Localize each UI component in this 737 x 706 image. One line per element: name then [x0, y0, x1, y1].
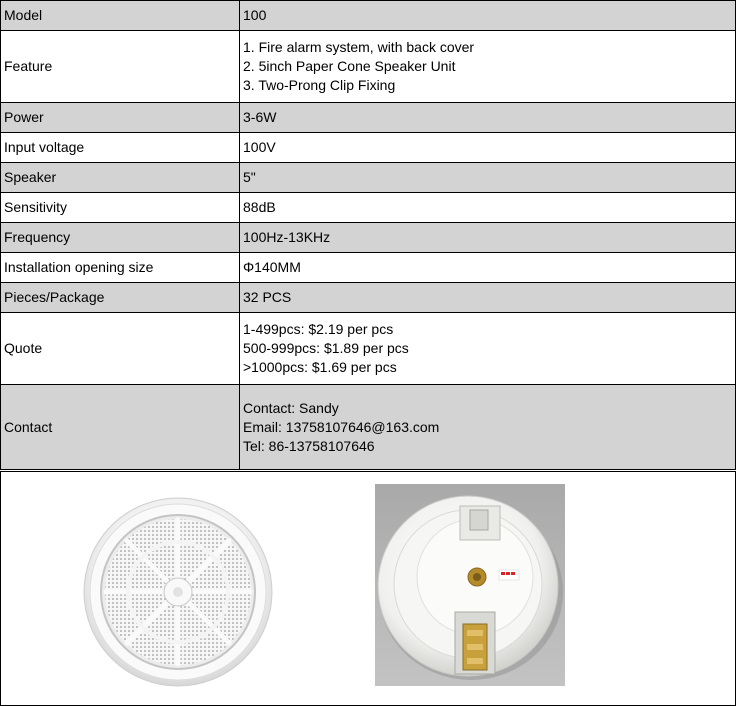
- row-label-model: Model: [1, 1, 240, 31]
- table-row: [1, 133, 736, 163]
- table-row: [1, 31, 736, 103]
- value-line: 32 PCS: [243, 289, 292, 305]
- row-label-quote: Quote: [1, 313, 240, 385]
- row-value-feature: [240, 31, 736, 103]
- row-label-frequency: Frequency: [1, 223, 240, 253]
- value-line: 88dB: [243, 199, 276, 215]
- row-value-model: [240, 1, 736, 31]
- row-value-sensitivity: [240, 193, 736, 223]
- value-line: Tel: 86-13758107646: [243, 437, 375, 454]
- row-label-power: Power: [1, 103, 240, 133]
- value-line: Email: 13758107646@163.com: [243, 418, 440, 435]
- row-label-speaker: Speaker: [1, 163, 240, 193]
- row-value-pieces-package: [240, 283, 736, 313]
- table-row: [1, 313, 736, 385]
- product-photos: [0, 471, 736, 706]
- speaker-back-photo: [375, 484, 565, 686]
- value-line: 100V: [243, 139, 276, 155]
- table-row: [1, 385, 736, 470]
- value-line: 3. Two-Prong Clip Fixing: [243, 77, 396, 93]
- value-line: 100: [243, 7, 267, 23]
- row-label-feature: Feature: [1, 31, 240, 103]
- table-row: [1, 103, 736, 133]
- row-label-contact: Contact: [1, 385, 240, 470]
- row-value-quote: [240, 313, 736, 385]
- value-line: 1-499pcs: $2.19 per pcs: [243, 321, 394, 337]
- table-row: [1, 253, 736, 283]
- value-line: 500-999pcs: $1.89 per pcs: [243, 340, 409, 356]
- row-value-frequency: [240, 223, 736, 253]
- value-line: 100Hz-13KHz: [243, 229, 331, 245]
- row-value-speaker: [240, 163, 736, 193]
- table-row: [1, 163, 736, 193]
- value-line: 2. 5inch Paper Cone Speaker Unit: [243, 58, 456, 74]
- table-row: [1, 223, 736, 253]
- table-row: [1, 283, 736, 313]
- table-row: [1, 1, 736, 31]
- value-line: 5": [243, 169, 256, 185]
- value-line: Contact: Sandy: [243, 399, 339, 416]
- row-label-sensitivity: Sensitivity: [1, 193, 240, 223]
- row-value-power: [240, 103, 736, 133]
- row-value-input-voltage: [240, 133, 736, 163]
- value-line: 1. Fire alarm system, with back cover: [243, 39, 475, 55]
- table-row: [1, 193, 736, 223]
- row-value-contact: [240, 385, 736, 470]
- row-label-pieces-package: Pieces/Package: [1, 283, 240, 313]
- value-line: >1000pcs: $1.69 per pcs: [243, 359, 397, 375]
- value-line: Φ140MM: [243, 259, 301, 275]
- speaker-front-photo: [83, 497, 273, 687]
- value-line: 3-6W: [243, 109, 277, 125]
- row-value-installation-opening-size: [240, 253, 736, 283]
- row-label-installation-opening-size: Installation opening size: [1, 253, 240, 283]
- row-label-input-voltage: Input voltage: [1, 133, 240, 163]
